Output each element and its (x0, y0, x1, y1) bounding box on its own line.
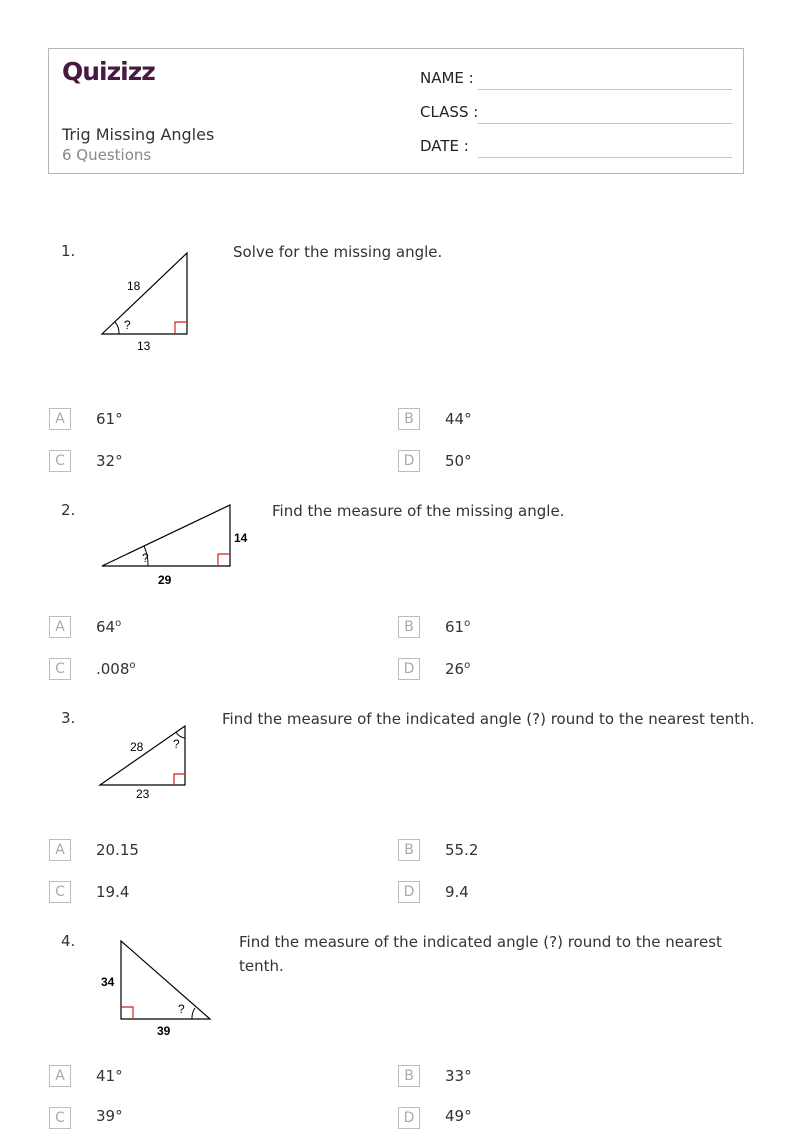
unknown-angle-label: ? (178, 1002, 185, 1016)
option-box[interactable]: D (398, 450, 420, 472)
option-box[interactable]: B (398, 408, 420, 430)
class-label: CLASS : (420, 103, 479, 121)
unknown-angle-label: ? (142, 551, 149, 565)
question-text: Find the measure of the missing angle. (272, 502, 565, 520)
question-count: 6 Questions (62, 146, 152, 164)
class-line[interactable] (478, 123, 732, 124)
triangle-figure (96, 934, 221, 1044)
option-box[interactable]: A (49, 616, 71, 638)
option-text: 9.4 (445, 883, 469, 901)
side-label: 23 (136, 787, 150, 801)
option-text: 61$^o$ (445, 618, 471, 636)
triangle-figure (96, 498, 261, 593)
option-text: 19.4 (96, 883, 130, 901)
question-number: 4. (61, 932, 76, 950)
side-label: 14 (234, 531, 248, 545)
side-label: 29 (158, 573, 172, 587)
question-number: 1. (61, 242, 76, 260)
option-text: 61° (96, 410, 123, 428)
date-line[interactable] (478, 157, 732, 158)
question-text: Find the measure of the indicated angle (?) round to the nearest tenth. (222, 710, 755, 728)
option-text: 55.2 (445, 841, 479, 859)
question-text: Solve for the missing angle. (233, 243, 443, 261)
unknown-angle-label: ? (124, 318, 131, 332)
option-box[interactable]: C (49, 881, 71, 903)
option-box[interactable]: A (49, 839, 71, 861)
option-text: 64$^o$ (96, 618, 122, 636)
option-box[interactable]: B (398, 1065, 420, 1087)
option-text: 39° (96, 1107, 123, 1125)
question-number: 2. (61, 501, 76, 519)
side-label: 18 (127, 279, 141, 293)
quizizz-logo: Quizizz (62, 57, 155, 86)
option-box[interactable]: D (398, 1107, 420, 1129)
question-text: Find the measure of the indicated angle (?) round to the nearest tenth. (239, 933, 722, 975)
triangle-figure (96, 245, 206, 360)
option-box[interactable]: B (398, 616, 420, 638)
name-label: NAME : (420, 69, 474, 87)
worksheet-header (48, 48, 744, 174)
option-text: 26$^o$ (445, 660, 471, 678)
option-box[interactable]: A (49, 1065, 71, 1087)
worksheet-title: Trig Missing Angles (62, 125, 215, 144)
option-box[interactable]: A (49, 408, 71, 430)
option-text: 50° (445, 452, 472, 470)
option-text: 33° (445, 1067, 472, 1085)
option-box[interactable]: C (49, 1107, 71, 1129)
triangle-figure (96, 720, 196, 810)
side-label: 39 (157, 1024, 171, 1038)
name-line[interactable] (478, 89, 732, 90)
side-label: 13 (137, 339, 151, 353)
question-number: 3. (61, 709, 76, 727)
date-label: DATE : (420, 137, 469, 155)
option-text: .008$^o$ (96, 660, 136, 678)
option-box[interactable]: C (49, 658, 71, 680)
option-text: 41° (96, 1067, 123, 1085)
option-box[interactable]: D (398, 658, 420, 680)
unknown-angle-label: ? (173, 737, 180, 751)
option-text: 32° (96, 452, 123, 470)
option-box[interactable]: B (398, 839, 420, 861)
option-text: 49° (445, 1107, 472, 1125)
side-label: 34 (101, 975, 115, 989)
side-label: 28 (130, 740, 144, 754)
option-box[interactable]: D (398, 881, 420, 903)
option-box[interactable]: C (49, 450, 71, 472)
option-text: 20.15 (96, 841, 139, 859)
option-text: 44° (445, 410, 472, 428)
